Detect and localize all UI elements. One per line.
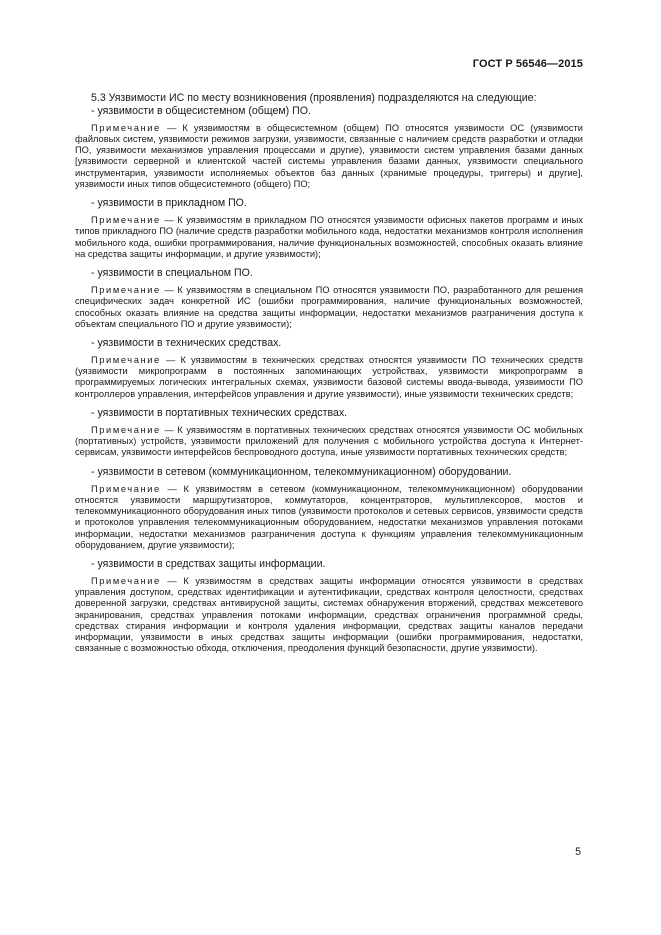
note-text: — К уязвимостям в сетевом (коммуникационном, телекоммуникационном) оборудовании относятся уязвимости маршрутизаторов, коммутаторов, концентраторов, мультиплексоров, мостов и телекоммуникационного оборудования иных типов (уязвимости протоколов и сетевых сервисов, уязвимости средств и протоколов управления телекоммуникационным оборудованием, недостатки механизмов управления потоками информации, недостатки механизмов разграничения доступа к функциям управления телекоммуникационным оборудованием, другие уязвимости); (75, 484, 583, 550)
standard-header: ГОСТ Р 56546—2015 (472, 58, 583, 70)
note-text: — К уязвимостям в специальном ПО относятся уязвимости ПО, разработанного для решения специфических задач конкретной ИС (ошибки программирования, наличие функциональных возможностей, способных оказать влияние на средства защиты информации, недостатки механизмов разграничения доступа к объектам специального ПО и другие уязвимости); (75, 285, 583, 329)
list-item: - уязвимости в сетевом (коммуникационном, телекоммуникационном) оборудовании. (91, 465, 512, 478)
note-paragraph (75, 123, 583, 190)
note-text: — К уязвимостям в портативных технических средствах относятся уязвимости ОС мобильных (портативных) устройств, уязвимости приложений для получения с мобильного устройства доступа к Интернет-сервисам, уязвимости интерфейсов беспроводного доступа, иные уязвимости портативных технических средств; (75, 425, 583, 458)
note-label: Примечание (91, 285, 161, 296)
note-paragraph (75, 215, 583, 259)
note-text: — К уязвимостям в общесистемном (общем) ПО относятся уязвимости ОС (уязвимости файловых систем, уязвимости режимов загрузки, уязвимости, связанные с наличием средств разработки и отладки ПО, уязвимости механизмов управления процессами и другие), уязвимости систем управления базами данных [уязвимости серверной и клиентской частей системы управления базами данных, уязвимости специального инструментария, уязвимости исполняемых объектов баз данных (хранимые процедуры, триггеры) и другие], уязвимости иных типов общесистемного (общего) ПО; (75, 123, 583, 189)
note-paragraph (75, 425, 583, 458)
note-text: — К уязвимостям в прикладном ПО относятся уязвимости офисных пакетов программ и иных типов прикладного ПО (наличие средств разработки мобильного кода, недостатки механизмов контроля исполнения мобильного кода, ошибки программирования, наличие функциональных возможностей, способных оказать влияние на средства защиты информации, и другие уязвимости); (75, 215, 583, 259)
note-label: Примечание (91, 576, 161, 587)
note-label: Примечание (91, 484, 161, 495)
note-label: Примечание (91, 215, 161, 226)
document-body (75, 92, 583, 654)
list-item: - уязвимости в средствах защиты информации. (91, 557, 326, 570)
note-paragraph (75, 285, 583, 329)
note-paragraph (75, 355, 583, 399)
note-label: Примечание (91, 123, 161, 134)
list-item: - уязвимости в технических средствах. (91, 336, 282, 349)
list-item: - уязвимости в прикладном ПО. (91, 196, 247, 209)
note-label: Примечание (91, 355, 161, 366)
note-text: — К уязвимостям в средствах защиты информации относятся уязвимости в средствах управления доступом, средствах идентификации и аутентификации, средствах контроля целостности, средствах доверенной загрузки, средствах антивирусной защиты, системах обнаружения вторжений, средствах межсетевого экранирования, средствах управления потоками информации, средствах ограничения программной среды, средствах стирания информации и контроля удаления информации, средствах защиты каналов передачи информации, уязвимости в иных средствах защиты информации (ошибки программирования, недостатки, связанные с возможностью обхода, отключения, преодоления функций безопасности, другие уязвимости). (75, 576, 583, 653)
note-text: — К уязвимостям в технических средствах относятся уязвимости ПО технических средств (уязвимости микропрограмм в постоянных запоминающих устройствах, уязвимости микропрограмм в программируемых логических интегральных схемах, уязвимости базовой системы ввода-вывода, уязвимости ПО контроллеров управления, интерфейсов управления и другие уязвимости), иные уязвимости технических средств; (75, 355, 583, 399)
list-item: - уязвимости в общесистемном (общем) ПО. (91, 104, 311, 117)
note-paragraph (75, 484, 583, 551)
page-number: 5 (575, 846, 581, 858)
list-item: - уязвимости в портативных технических средствах. (91, 406, 348, 419)
section-intro: 5.3 Уязвимости ИС по месту возникновения (проявления) подразделяются на следующие: (91, 92, 537, 104)
note-paragraph (75, 576, 583, 654)
list-item: - уязвимости в специальном ПО. (91, 266, 253, 279)
note-label: Примечание (91, 425, 161, 436)
